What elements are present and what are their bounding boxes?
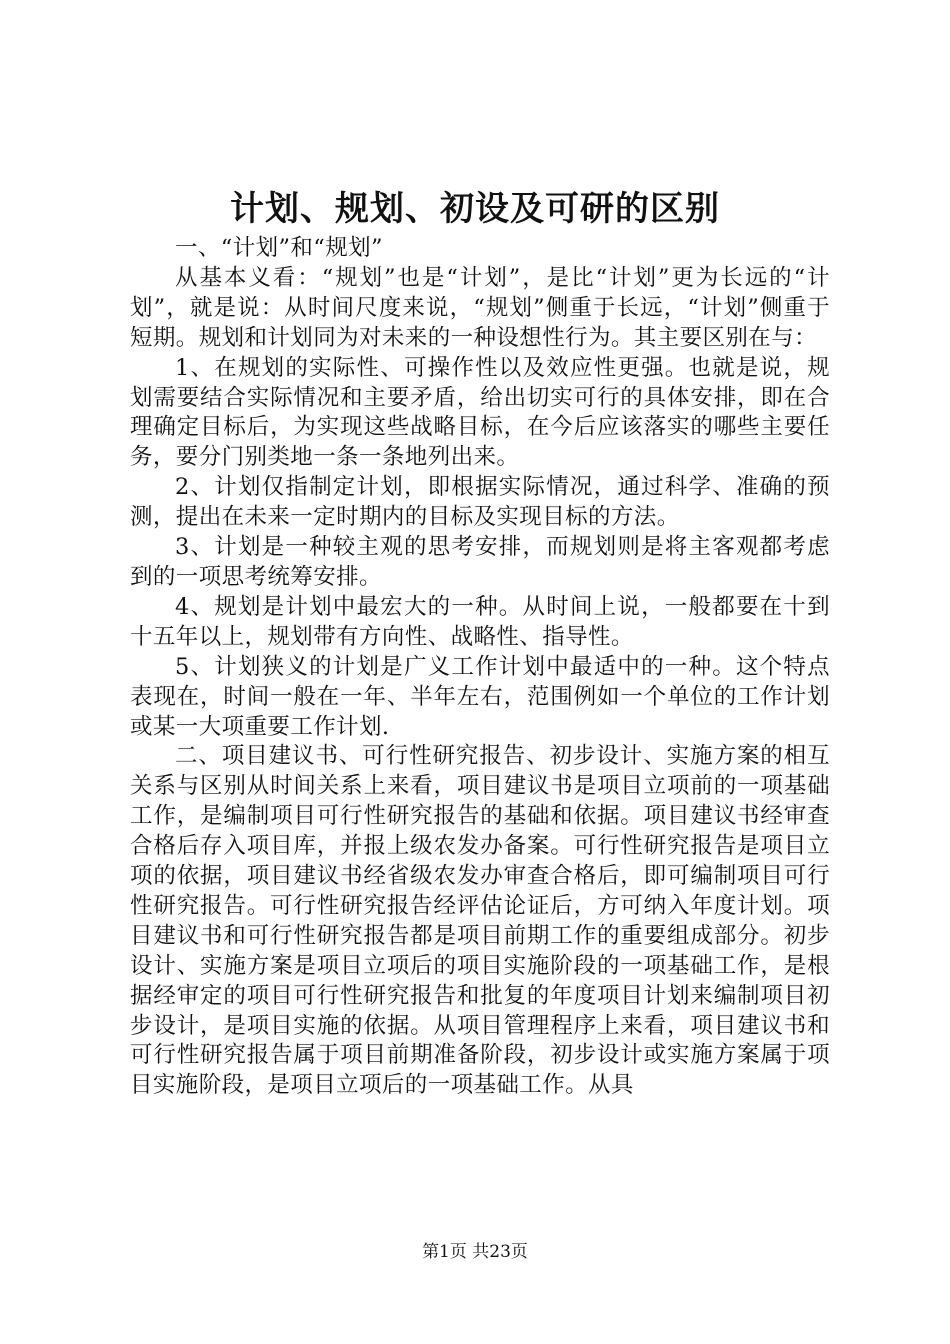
paragraph: 4、规划是计划中最宏大的一种。从时间上说，一般都要在十到十五年以上，规划带有方向性、战略性、指导性。 (130, 593, 830, 650)
paragraph: 3、计划是一种较主观的思考安排，而规划则是将主客观都考虑到的一项思考统筹安排。 (130, 534, 830, 590)
paragraph: 5、计划狭义的计划是广义工作计划中最适中的一种。这个特点表现在，时间一般在一年、半年左右，范围例如一个单位的工作计划或某一大项重要工作计划. (130, 653, 830, 740)
section-heading-1: 一、“计划”和“规划” (175, 235, 383, 261)
document-title: 计划、规划、初设及可研的区别 (230, 189, 720, 229)
paragraph: 2、计划仅指制定计划，即根据实际情况，通过科学、准确的预测，提出在未来一定时期内的目标及实现目标的方法。 (130, 474, 830, 531)
document-body (130, 234, 830, 1101)
paragraph: 1、在规划的实际性、可操作性以及效应性更强。也就是说，规划需要结合实际情况和主要矛盾，给出切实可行的具体安排，即在合理确定目标后，为实现这些战略目标，在今后应该落实的哪些主要任务，要分门别类地一条一条地列出来。 (130, 354, 830, 471)
paragraph: 从基本义看：“规划”也是“计划”，是比“计划”更为长远的“计划”，就是说：从时间尺度来说，“规划”侧重于长远，“计划”侧重于短期。规划和计划同为对未来的一种设想性行为。其主要区别在与： (130, 264, 830, 351)
section-paragraph-2: 二、项目建议书、可行性研究报告、初步设计、实施方案的相互关系与区别从时间关系上来看，项目建议书是项目立项前的一项基础工作，是编制项目可行性研究报告的基础和依据。项目建议书经审查合格后存入项目库，并报上级农发办备案。可行性研究报告是项目立项的依据，项目建议书经省级农发办审查合格后，即可编制项目可行性研究报告。可行性研究报告经评估论证后，方可纳入年度计划。项目建议书和可行性研究报告都是项目前期工作的重要组成部分。初步设计、实施方案是项目立项后的项目实施阶段的一项基础工作，是根据经审定的项目可行性研究报告和批复的年度项目计划来编制项目初步设计，是项目实施的依据。从项目管理程序上来看，项目建议书和可行性研究报告属于项目前期准备阶段，初步设计或实施方案属于项目实施阶段，是项目立项后的一项基础工作。从具 (130, 743, 830, 1099)
page-footer: 第1页 共23页 (422, 1242, 528, 1262)
